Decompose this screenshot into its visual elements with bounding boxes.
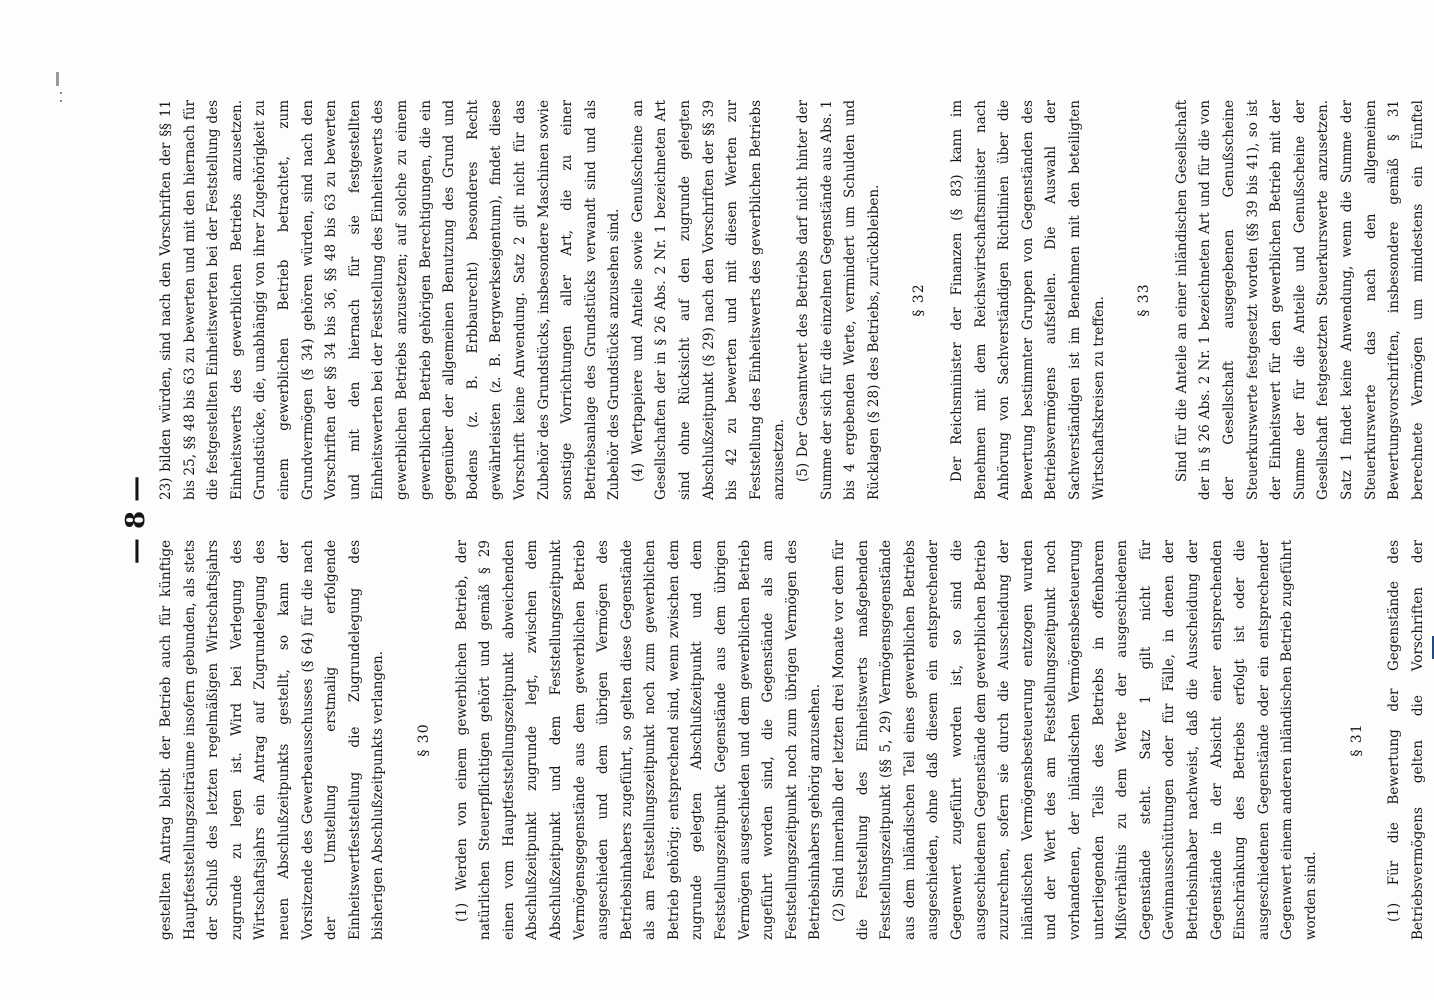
scan-artifact-mark (56, 72, 59, 86)
paragraph: (1) Werden von einem gewerblichen Betrieb, der natürlichen Steuerpflichtigen gehört und gemäß § 29 einen vom Hauptfeststellungszeitpunkt abweichenden Abschlußzeitpunkt zugrunde legt, zwischen dem Abschlußzeitpunkt und dem Feststellungszeitpunkt Vermögensgegenstände aus dem gewerblichen Betrieb ausgeschieden und dem übrigen Vermögen des Betriebsinhabers zugeführt, so gelten diese Gegenstände als am Feststellungszeitpunkt noch zum gewerblichen Betrieb gehörig; entsprechend sind, wenn zwischen dem zugrunde gelegten Abschlußzeitpunkt und dem Feststellungszeitpunkt Gegenstände aus dem übrigen Vermögen ausgeschieden und dem gewerblichen Betrieb zugeführt worden sind, die Gegenstände als am Feststellungszeitpunkt noch zum übrigen Vermögen des Betriebsinhabers gehörig anzusehen. (453, 540, 824, 940)
rotated-document-page (117, 90, 1426, 950)
paragraph: gestellten Antrag bleibt der Betrieb auch für künftige Hauptfeststellungszeiträume insofern gebunden, als stets der Schluß des letzten regelmäßigen Wirtschaftsjahrs zugrunde zu legen ist. Wird bei Verlegung des Wirtschaftsjahrs ein Antrag auf Zugrundelegung des neuen Abschlußzeitpunkts gestellt, so kann der Vorsitzende des Gewerbeausschusses (§ 64) für die nach der Umstellung erstmalig erfolgende Einheitswertfeststellung die Zugrundelegung des bisherigen Abschlußzeitpunkts verlangen. (158, 540, 387, 940)
paragraph: (1) Für die Bewertung der Gegenstände des Betriebsvermögens gelten die Vorschriften der (1386, 540, 1426, 940)
scan-artifact-dot (60, 100, 62, 102)
section-heading-32: § 32 (911, 283, 928, 317)
left-text-column (155, 540, 1434, 940)
page-number: — 8 — (121, 475, 151, 565)
right-text-column (155, 100, 1434, 500)
section-heading-30: § 30 (415, 723, 432, 757)
section-heading-31: § 31 (1348, 723, 1365, 757)
paragraph: (2) Sind innerhalb der letzten drei Monate vor dem für die Feststellung des Einheitswerts maßgebenden Feststellungszeitpunkt (§§ 5, 29) Vermögensgegenstände aus dem inländischen Teil eines gewerblichen Betriebs ausgeschieden, ohne daß diesem ein entsprechender Gegenwert zugeführt worden ist, so sind die ausgeschiedenen Gegenstände dem gewerblichen Betrieb zuzurechnen, sofern sie durch die Ausscheidung der inländischen Vermögensbesteuerung entzogen wurden und der Wert des am Feststellungszeitpunkt noch vorhandenen, der inländischen Vermögensbesteuerung unterliegenden Teils des Betriebs in offenbarem Mißverhältnis zu dem Werte der ausgeschiedenen Gegenstände steht. Satz 1 gilt nicht für Gewinnausschüttungen oder für Fälle, in denen der Betriebsinhaber nachweist, daß die Ausscheidung der Gegenstände in der Absicht einer entsprechenden Einschränkung des Betriebs erfolgt ist oder die ausgeschiedenen Gegenstände oder ein entsprechender Gegenwert einem anderen inländischen Betrieb zugeführt worden sind. (831, 540, 1319, 940)
paragraph: (5) Der Gesamtwert des Betriebs darf nicht hinter der Summe der sich für die einzelnen Gegenstände aus Abs. 1 bis 4 ergebenden Werte, vermindert um Schulden und Rücklagen (§ 28) des Betriebs, zurückbleiben. (795, 100, 882, 500)
paragraph: (4) Wertpapiere und Anteile sowie Genußscheine an Gesellschaften der in § 26 Abs. 2 Nr. 1 bezeichneten Art sind ohne Rücksicht auf den zugrunde gelegten Abschlußzeitpunkt (§ 29) nach den Vorschriften der §§ 39 bis 42 zu bewerten und mit diesen Werten zur Feststellung des Einheitswerts des gewerblichen Betriebs anzusetzen. (629, 100, 788, 500)
scan-artifact-dot (60, 92, 62, 94)
section-heading-33: § 33 (1136, 283, 1153, 317)
paragraph: Der Reichsminister der Finanzen (§ 83) kann im Benehmen mit dem Reichswirtschaftsminister nach Anhörung von Sachverständigen Richtlinien über die Bewertung bestimmter Gruppen von Gegenständen des Betriebsvermögens aufstellen. Die Auswahl der Sachverständigen ist im Benehmen mit den beteiligten Wirtschaftskreisen zu treffen. (949, 100, 1107, 500)
paragraph: 23) bilden würden, sind nach den Vorschriften der §§ 11 bis 25, §§ 48 bis 63 zu bewerten und mit den hiernach für die festgestellten Einheitswerten bei der Feststellung des Einheitswerts des gewerblichen Betriebs anzusetzen. Grundstücke, die, unabhängig von ihrer Zugehörigkeit zu einem gewerblichen Betrieb betrachtet, zum Grundvermögen (§ 34) gehören würden, sind nach den Vorschriften der §§ 34 bis 36, §§ 48 bis 63 zu bewerten und mit den hiernach für sie festgestellten Einheitswerten bei der Feststellung des Einheitswerts des gewerblichen Betriebs anzusetzen; auf solche zu einem gewerblichen Betrieb gehörigen Berechtigungen, die ein gegenüber der allgemeinen Benutzung des Grund und Bodens (z. B. Erbbaurecht) besonderes Recht gewährleisten (z. B. Bergwerkseigentum), findet diese Vorschrift keine Anwendung. Satz 2 gilt nicht für das Zubehör des Grundstücks, insbesondere Maschinen sowie sonstige Vorrichtungen aller Art, die zu einer Betriebsanlage des Grundstücks verwandt sind und als Zubehör des Grundstücks anzusehen sind. (158, 100, 623, 500)
paragraph: Sind für die Anteile an einer inländischen Gesellschaft der in § 26 Abs. 2 Nr. 1 bezeichneten Art und für die von der Gesellschaft ausgegebenen Genußscheine Steuerkurswerte festgesetzt worden (§§ 39 bis 41), so ist der Einheitswert für den gewerblichen Betrieb mit der Summe der für die Anteile und Genußscheine der Gesellschaft festgesetzten Steuerkurswerte anzusetzen. Satz 1 findet keine Anwendung, wenn die Summe der Steuerkurswerte das nach den allgemeinen Bewertungsvorschriften, insbesondere gemäß § 31 berechnete Vermögen um mindestens ein Fünftel (1173, 100, 1426, 500)
